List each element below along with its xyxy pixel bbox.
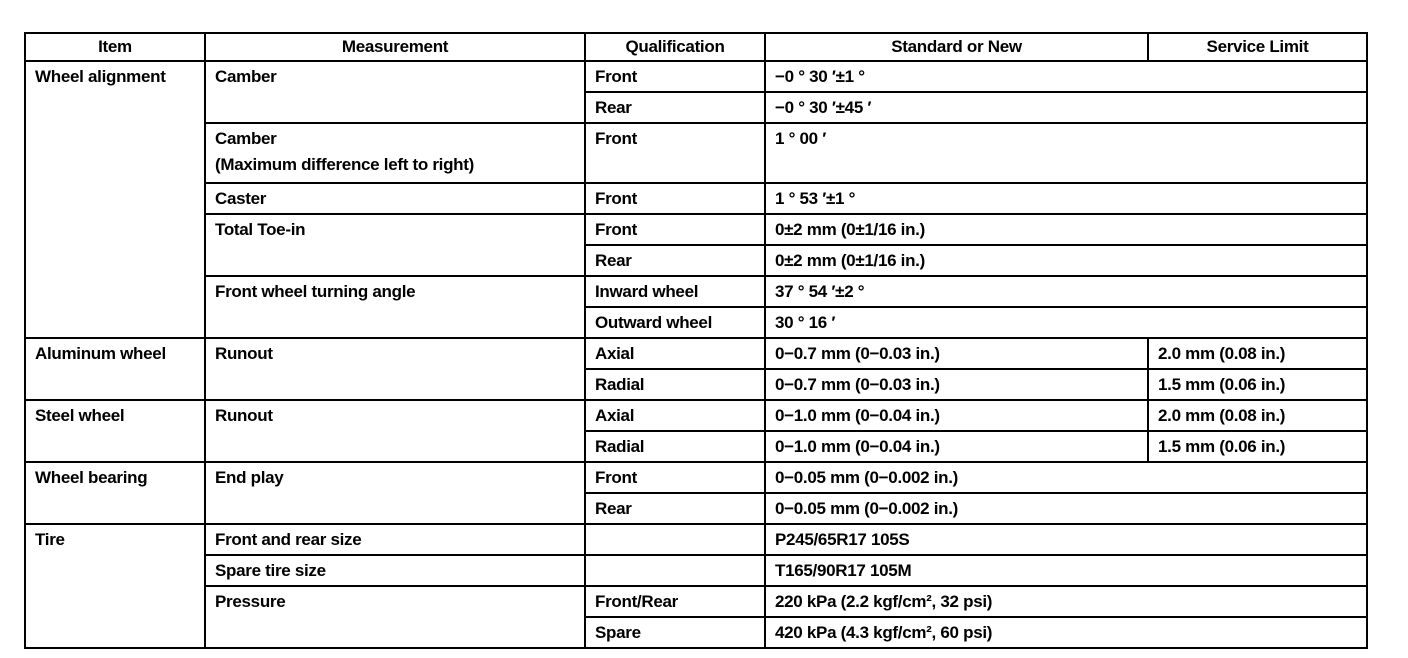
table-row xyxy=(25,214,1367,245)
standard-cell: 0±2 mm (0±1/16 in.) xyxy=(765,245,1367,276)
measurement-cell: Front wheel turning angle xyxy=(205,276,585,338)
measurement-line: (Maximum difference left to right) xyxy=(215,155,474,174)
qualification-cell: Front xyxy=(585,214,765,245)
item-cell: Aluminum wheel xyxy=(25,338,205,400)
table-row xyxy=(25,400,1367,431)
table-row xyxy=(25,524,1367,555)
qualification-cell: Rear xyxy=(585,92,765,123)
qualification-cell: Radial xyxy=(585,431,765,462)
standard-cell: 0−0.05 mm (0−0.002 in.) xyxy=(765,493,1367,524)
standard-cell: 420 kPa (4.3 kgf/cm², 60 psi) xyxy=(765,617,1367,648)
qualification-cell xyxy=(585,555,765,586)
qualification-cell: Front xyxy=(585,61,765,92)
standard-cell: 1 ° 53 ′±1 ° xyxy=(765,183,1367,214)
qualification-cell: Front xyxy=(585,462,765,493)
qualification-cell: Spare xyxy=(585,617,765,648)
header-qualification: Qualification xyxy=(585,33,765,61)
standard-cell: 220 kPa (2.2 kgf/cm², 32 psi) xyxy=(765,586,1367,617)
service-limit-cell: 1.5 mm (0.06 in.) xyxy=(1148,369,1367,400)
header-row xyxy=(25,33,1367,61)
measurement-cell: Pressure xyxy=(205,586,585,648)
qualification-cell: Axial xyxy=(585,400,765,431)
table-row xyxy=(25,462,1367,493)
qualification-cell: Front xyxy=(585,183,765,214)
qualification-cell xyxy=(585,524,765,555)
measurement-cell: Runout xyxy=(205,338,585,400)
measurement-cell: Total Toe-in xyxy=(205,214,585,276)
header-item: Item xyxy=(25,33,205,61)
measurement-cell: Camber xyxy=(205,61,585,123)
header-standard: Standard or New xyxy=(765,33,1148,61)
specifications-table xyxy=(24,32,1368,649)
measurement-cell: Front and rear size xyxy=(205,524,585,555)
qualification-cell: Outward wheel xyxy=(585,307,765,338)
header-measurement: Measurement xyxy=(205,33,585,61)
standard-cell: T165/90R17 105M xyxy=(765,555,1367,586)
measurement-cell: Caster xyxy=(205,183,585,214)
standard-cell: 0±2 mm (0±1/16 in.) xyxy=(765,214,1367,245)
item-cell: Wheel alignment xyxy=(25,61,205,338)
item-cell: Steel wheel xyxy=(25,400,205,462)
service-limit-cell: 1.5 mm (0.06 in.) xyxy=(1148,431,1367,462)
service-limit-cell: 2.0 mm (0.08 in.) xyxy=(1148,400,1367,431)
qualification-cell: Radial xyxy=(585,369,765,400)
qualification-cell: Inward wheel xyxy=(585,276,765,307)
measurement-cell xyxy=(205,123,585,183)
table-row xyxy=(25,276,1367,307)
standard-cell: −0 ° 30 ′±45 ′ xyxy=(765,92,1367,123)
header-service-limit: Service Limit xyxy=(1148,33,1367,61)
qualification-cell: Front/Rear xyxy=(585,586,765,617)
qualification-cell: Rear xyxy=(585,493,765,524)
qualification-cell: Rear xyxy=(585,245,765,276)
standard-cell: 0−1.0 mm (0−0.04 in.) xyxy=(765,400,1148,431)
standard-cell: P245/65R17 105S xyxy=(765,524,1367,555)
standard-cell: 0−1.0 mm (0−0.04 in.) xyxy=(765,431,1148,462)
standard-cell: 0−0.7 mm (0−0.03 in.) xyxy=(765,369,1148,400)
item-cell: Tire xyxy=(25,524,205,648)
qualification-cell: Front xyxy=(585,123,765,183)
measurement-line: Camber xyxy=(215,129,277,148)
item-cell: Wheel bearing xyxy=(25,462,205,524)
standard-cell: 37 ° 54 ′±2 ° xyxy=(765,276,1367,307)
table-row xyxy=(25,183,1367,214)
service-limit-cell: 2.0 mm (0.08 in.) xyxy=(1148,338,1367,369)
table-row xyxy=(25,123,1367,183)
qualification-cell: Axial xyxy=(585,338,765,369)
measurement-cell: Spare tire size xyxy=(205,555,585,586)
table-row xyxy=(25,61,1367,92)
standard-cell: 1 ° 00 ′ xyxy=(765,123,1367,183)
table-row xyxy=(25,338,1367,369)
table-row xyxy=(25,555,1367,586)
standard-cell: −0 ° 30 ′±1 ° xyxy=(765,61,1367,92)
standard-cell: 30 ° 16 ′ xyxy=(765,307,1367,338)
standard-cell: 0−0.05 mm (0−0.002 in.) xyxy=(765,462,1367,493)
standard-cell: 0−0.7 mm (0−0.03 in.) xyxy=(765,338,1148,369)
measurement-cell: Runout xyxy=(205,400,585,462)
measurement-cell: End play xyxy=(205,462,585,524)
table-row xyxy=(25,586,1367,617)
